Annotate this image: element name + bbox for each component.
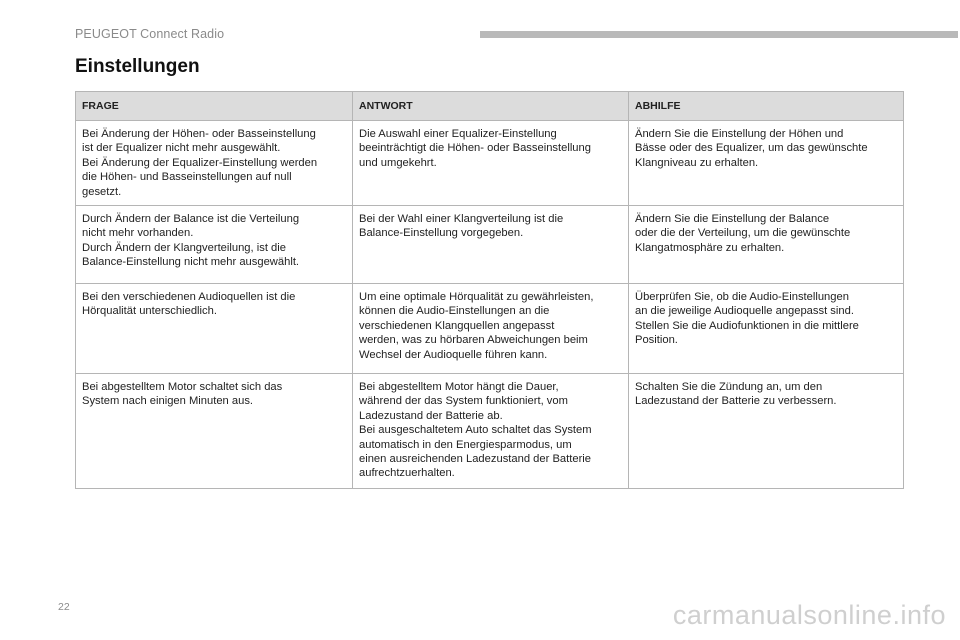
cell-abhilfe: Schalten Sie die Zündung an, um den Ladezustand der Batterie zu verbessern. bbox=[629, 374, 904, 489]
table-header-row bbox=[76, 92, 904, 121]
cell-abhilfe: Ändern Sie die Einstellung der Höhen und Bässe oder des Equalizer, um das gewünschte Klangniveau zu erhalten. bbox=[629, 121, 904, 206]
cell-frage: Bei Änderung der Höhen- oder Basseinstellung ist der Equalizer nicht mehr ausgewählt. Bei Änderung der Equalizer-Einstellung werden die Höhen- und Basseinstellungen auf null gesetzt. bbox=[76, 121, 353, 206]
faq-table bbox=[75, 91, 904, 489]
table-row bbox=[76, 284, 904, 374]
column-header-abhilfe: ABHILFE bbox=[629, 92, 904, 121]
cell-abhilfe: Ändern Sie die Einstellung der Balance oder die der Verteilung, um die gewünschte Klangatmosphäre zu erhalten. bbox=[629, 206, 904, 284]
watermark: carmanualsonline.info bbox=[672, 600, 946, 630]
table-row bbox=[76, 206, 904, 284]
cell-antwort: Bei der Wahl einer Klangverteilung ist die Balance-Einstellung vorgegeben. bbox=[353, 206, 629, 284]
page-number: 22 bbox=[58, 601, 70, 613]
cell-frage: Durch Ändern der Balance ist die Verteilung nicht mehr vorhanden. Durch Ändern der Klangverteilung, ist die Balance-Einstellung nicht mehr ausgewählt. bbox=[76, 206, 353, 284]
cell-abhilfe: Überprüfen Sie, ob die Audio-Einstellungen an die jeweilige Audioquelle angepasst sind. Stellen Sie die Audiofunktionen in die mittlere Position. bbox=[629, 284, 904, 374]
cell-frage: Bei abgestelltem Motor schaltet sich das System nach einigen Minuten aus. bbox=[76, 374, 353, 489]
cell-antwort: Um eine optimale Hörqualität zu gewährleisten, können die Audio-Einstellungen an die verschiedenen Klangquellen angepasst werden, was zu hörbaren Abweichungen beim Wechsel der Audioquelle führen kann. bbox=[353, 284, 629, 374]
cell-frage: Bei den verschiedenen Audioquellen ist die Hörqualität unterschiedlich. bbox=[76, 284, 353, 374]
column-header-antwort: ANTWORT bbox=[353, 92, 629, 121]
cell-antwort: Bei abgestelltem Motor hängt die Dauer, während der das System funktioniert, vom Ladezustand der Batterie ab. Bei ausgeschaltetem Auto schaltet das System automatisch in den Energiesparmodus, um einen ausreichenden Ladezustand der Batterie aufrechtzuerhalten. bbox=[353, 374, 629, 489]
header-title: PEUGEOT Connect Radio bbox=[75, 27, 225, 41]
table-row bbox=[76, 374, 904, 489]
header-divider-bar bbox=[480, 31, 958, 38]
table-row bbox=[76, 121, 904, 206]
page-title: Einstellungen bbox=[75, 56, 200, 77]
cell-antwort: Die Auswahl einer Equalizer-Einstellung beeinträchtigt die Höhen- oder Basseinstellung und umgekehrt. bbox=[353, 121, 629, 206]
column-header-frage: FRAGE bbox=[76, 92, 353, 121]
